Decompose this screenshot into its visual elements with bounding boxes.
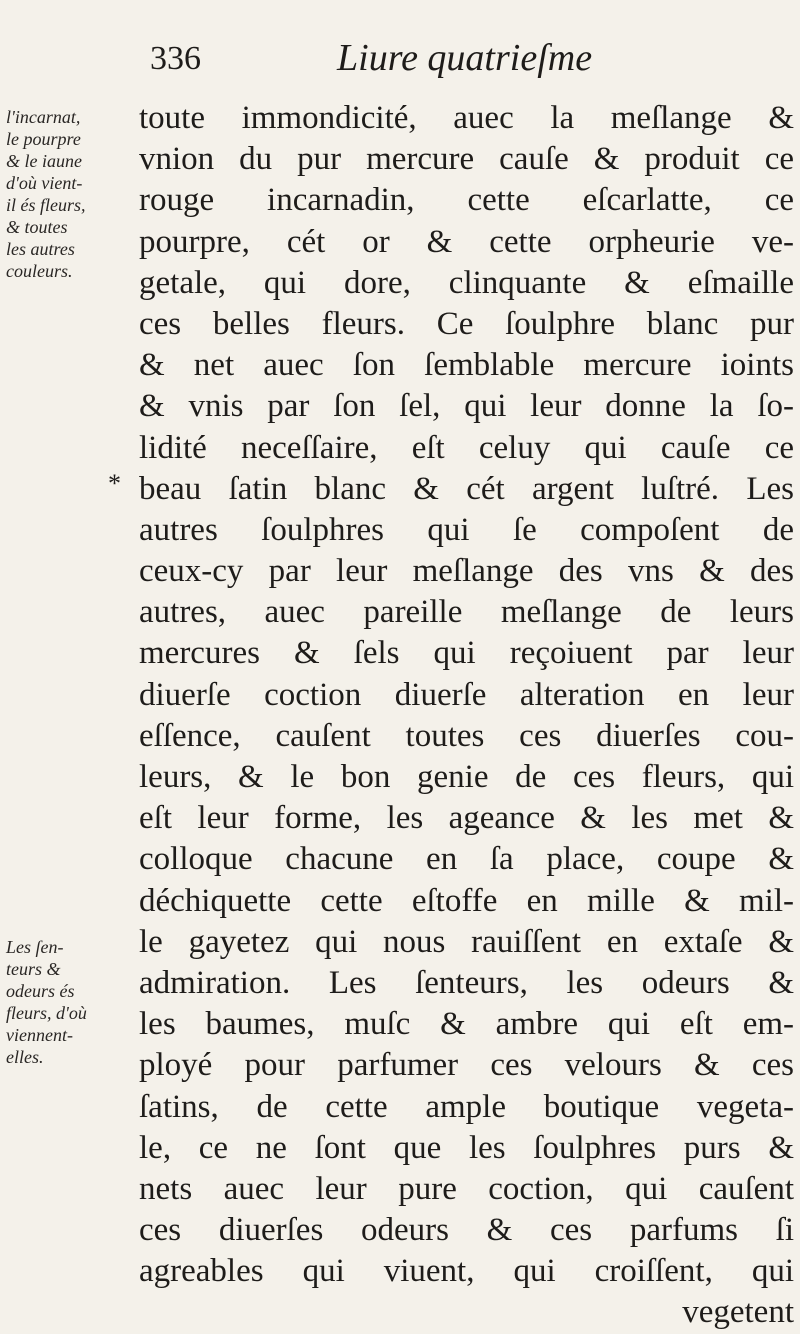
text-line: pourpre, cét or & cette orpheurie ve- xyxy=(139,223,794,260)
text-line: colloque chacune en ſa place, coupe & xyxy=(139,841,794,878)
text-line: eſt leur forme, les ageance & les met & xyxy=(139,800,794,837)
text-line: eſſence, cauſent toutes ces diuerſes cou- xyxy=(139,717,794,754)
margin-note-line: teurs & xyxy=(6,959,61,979)
text-line: & vnis par ſon ſel, qui leur donne la ſo- xyxy=(139,388,794,425)
text-line: leurs, & le bon genie de ces fleurs, qui xyxy=(139,759,794,795)
text-line: beau ſatin blanc & cét argent luſtré. Les xyxy=(139,470,794,507)
text-line: ces belles fleurs. Ce ſoulphre blanc pur xyxy=(139,305,794,342)
text-line: les baumes, muſc & ambre qui eſt em- xyxy=(139,1006,794,1043)
body-text xyxy=(139,98,794,1334)
margin-asterisk: * xyxy=(108,469,121,498)
text-line: rouge incarnadin, cette eſcarlatte, ce xyxy=(139,182,794,219)
margin-note-line: couleurs. xyxy=(6,261,73,281)
margin-note-line: d'où vient- xyxy=(6,173,83,193)
text-line: lidité neceſſaire, eſt celuy qui cauſe ce xyxy=(139,429,794,466)
running-title: Liure quatrieſme xyxy=(337,37,593,79)
margin-note-line: Les ſen- xyxy=(6,937,64,957)
margin-note-line: & toutes xyxy=(6,217,68,237)
text-line: agreables qui viuent, qui croiſſent, qui xyxy=(139,1253,794,1290)
text-line: ſatins, de cette ample boutique vegeta- xyxy=(139,1088,794,1125)
text-line: & net auec ſon ſemblable mercure ioints xyxy=(139,347,794,384)
text-line: getale, qui dore, clinquante & eſmaille xyxy=(139,264,794,301)
margin-note-line: les autres xyxy=(6,239,75,259)
margin-note-line: viennent- xyxy=(6,1025,73,1045)
text-line: le, ce ne ſont que les ſoulphres purs & xyxy=(139,1129,794,1166)
text-line: toute immondicité, auec la meſlange & xyxy=(139,100,794,136)
margin-note-incarnat xyxy=(6,106,134,282)
text-line: autres, auec pareille meſlange de leurs xyxy=(139,594,794,631)
margin-note-senteurs xyxy=(6,936,134,1068)
text-line: nets auec leur pure coction, qui cauſent xyxy=(139,1170,794,1207)
text-line: ces diuerſes odeurs & ces parfums ſi xyxy=(139,1212,794,1249)
page-header xyxy=(0,36,800,96)
page-number: 336 xyxy=(150,40,201,77)
margin-note-line: elles. xyxy=(6,1047,44,1067)
margin-note-line: odeurs és xyxy=(6,981,75,1001)
text-line: admiration. Les ſenteurs, les odeurs & xyxy=(139,964,794,1001)
text-line: autres ſoulphres qui ſe compoſent de xyxy=(139,511,794,548)
margin-note-line: & le iaune xyxy=(6,151,82,171)
text-line: le gayetez qui nous rauiſſent en extaſe & xyxy=(139,923,794,960)
margin-note-line: le pourpre xyxy=(6,129,81,149)
margin-note-line: l'incarnat, xyxy=(6,107,81,127)
margin-note-line: il és fleurs, xyxy=(6,195,86,215)
text-line: vnion du pur mercure cauſe & produit ce xyxy=(139,141,794,178)
text-line: déchiquette cette eſtoffe en mille & mil- xyxy=(139,882,794,919)
text-line: mercures & ſels qui reçoiuent par leur xyxy=(139,635,794,672)
text-line: ceux-cy par leur meſlange des vns & des xyxy=(139,553,794,590)
text-line: ployé pour parfumer ces velours & ces xyxy=(139,1047,794,1084)
text-line: diuerſe coction diuerſe alteration en leur xyxy=(139,676,794,713)
text-line: vegetent xyxy=(682,1294,794,1331)
margin-note-line: fleurs, d'où xyxy=(6,1003,87,1023)
